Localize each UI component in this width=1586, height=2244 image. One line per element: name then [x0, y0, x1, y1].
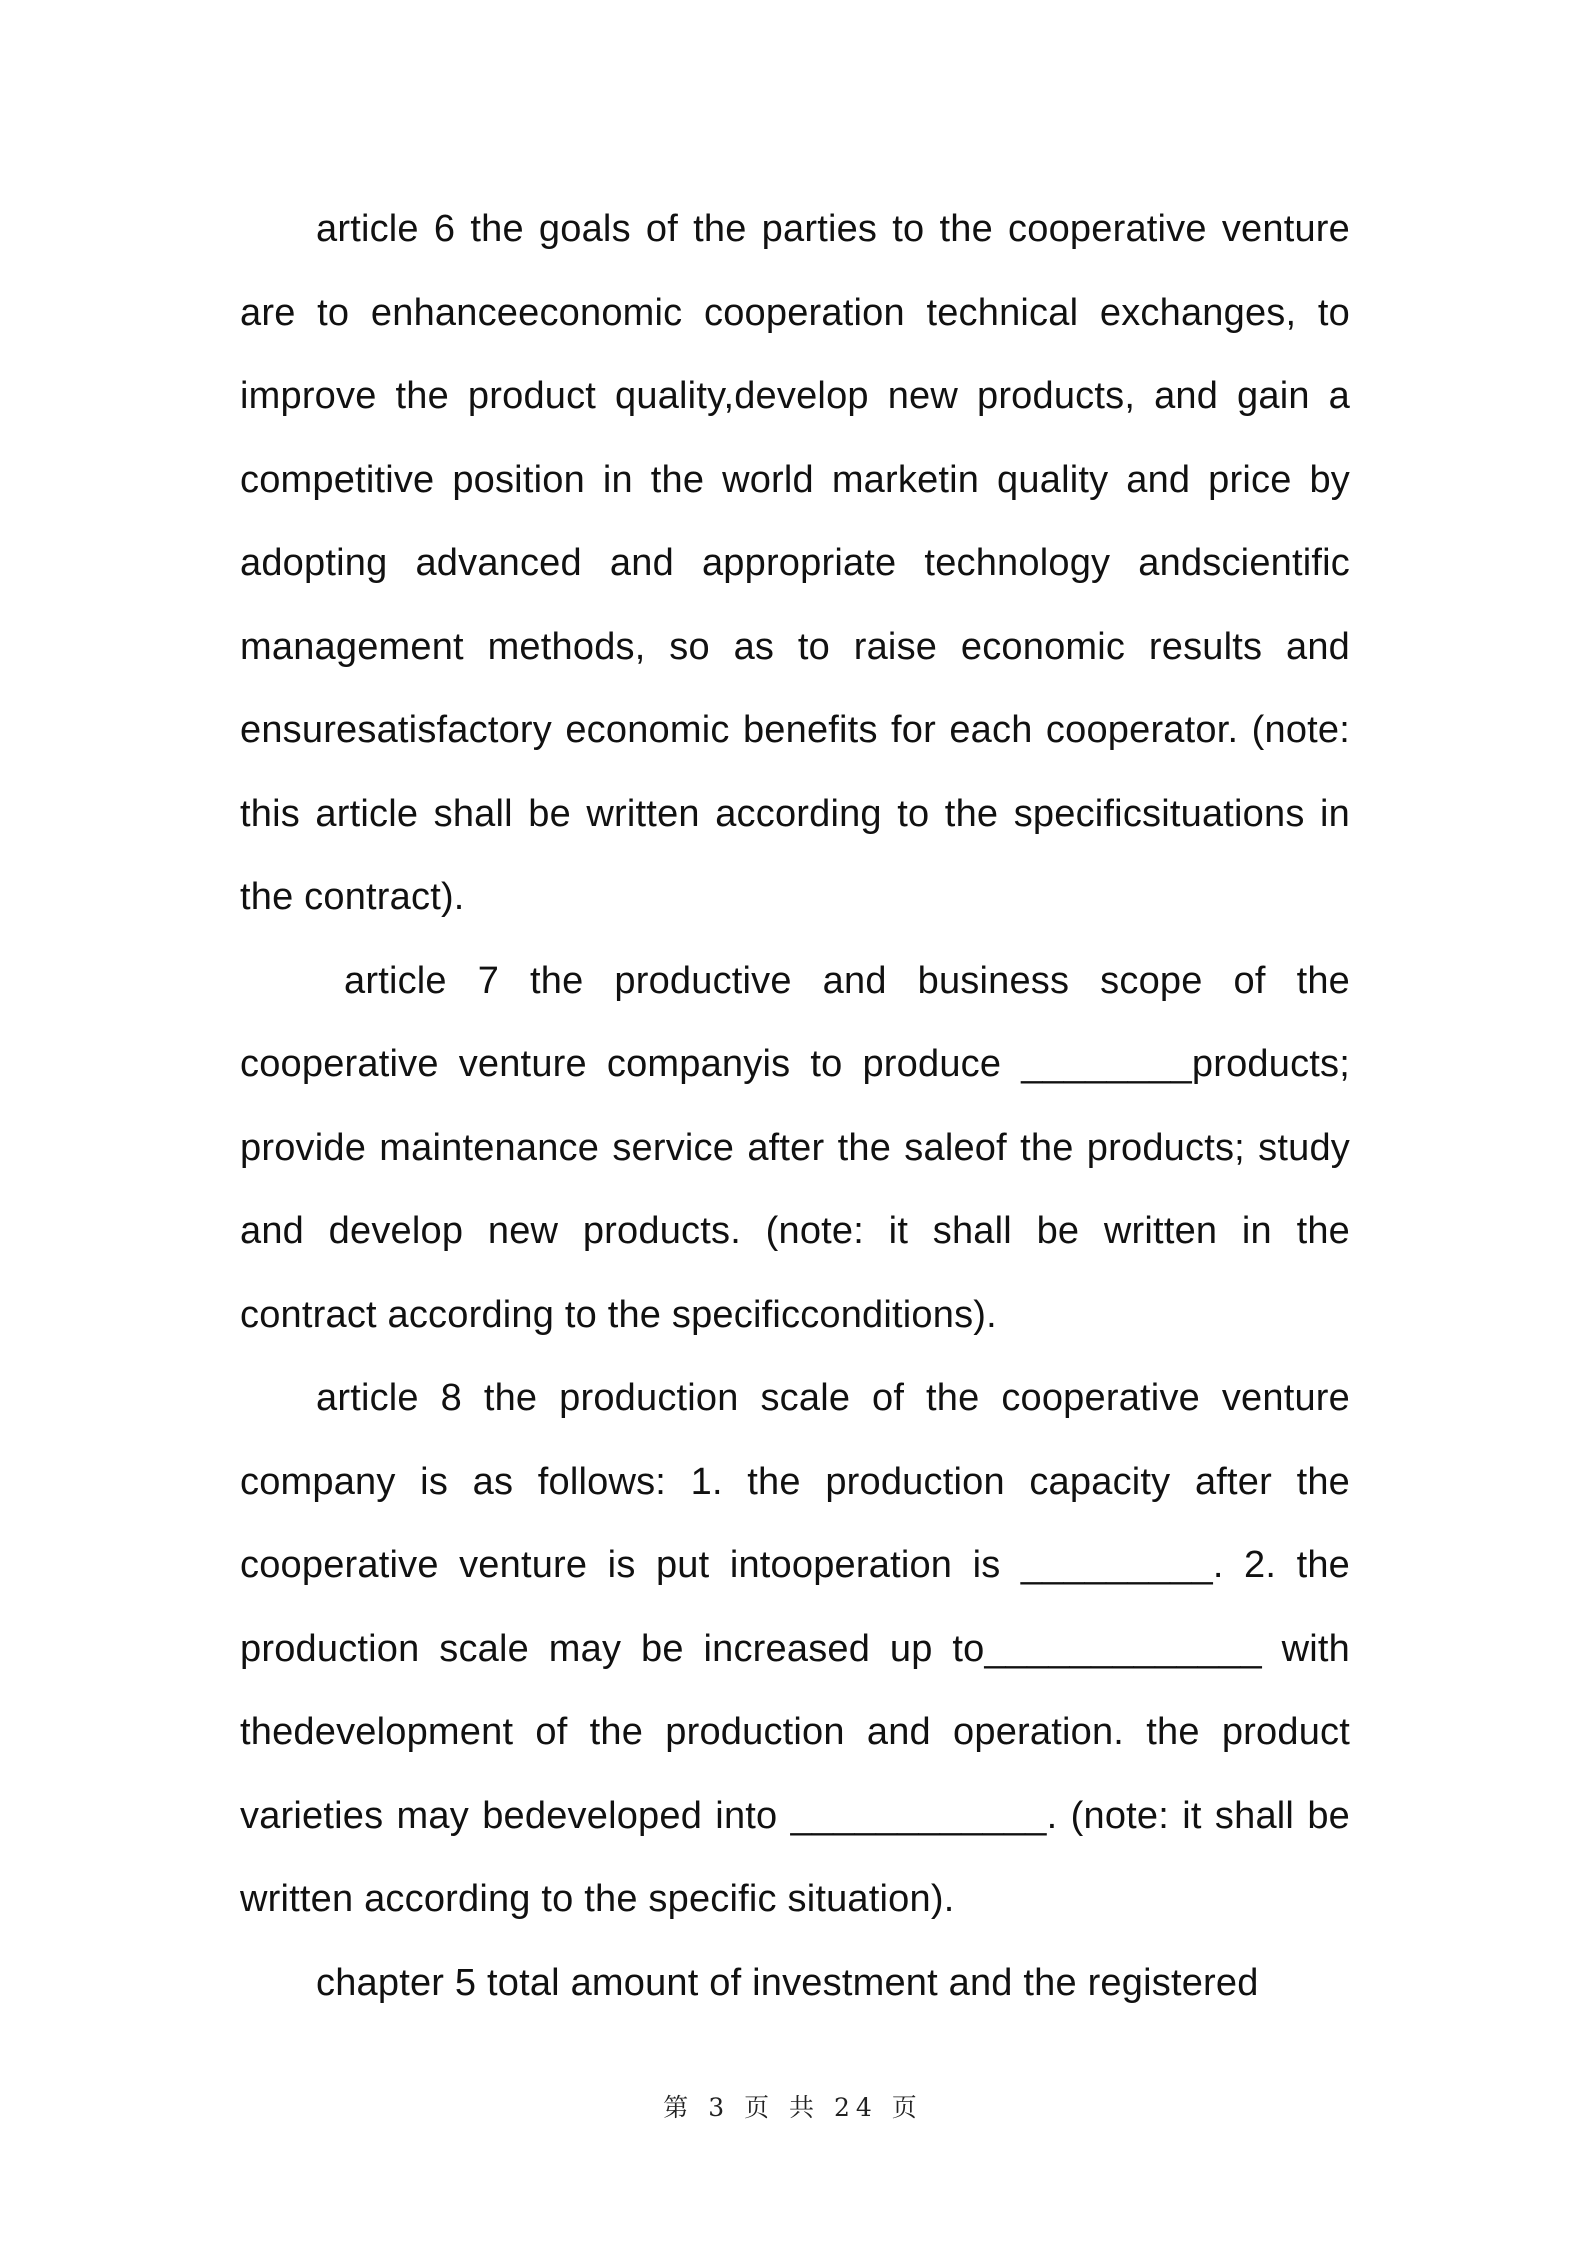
- footer-prefix: 第: [663, 2093, 695, 2122]
- page-footer: [0, 2088, 1586, 2124]
- footer-total-pages: 24: [833, 2093, 878, 2122]
- chapter-5-heading-line: chapter 5 total amount of investment and the registered: [316, 1961, 1259, 2004]
- document-body: [240, 188, 1350, 2025]
- article-7-paragraph: article 7 the productive and business scope of the cooperative venture companyis to produce ________products; provide maintenance service after the saleof the products; study and develop new products. (note: it shall be written in the contract according to the specificconditions).: [240, 959, 1350, 1336]
- footer-page-number: 3: [708, 2093, 731, 2122]
- article-6-paragraph: article 6 the goals of the parties to the cooperative venture are to enhanceeconomic cooperation technical exchanges, to improve the product quality,develop new products, and gain a competitive position in the world marketin quality and price by adopting advanced and appropriate technology andscientific management methods, so as to raise economic results and ensuresatisfactory economic benefits for each cooperator. (note: this article shall be written according to the specificsituations in the contract).: [240, 208, 1350, 918]
- footer-middle: 页 共: [744, 2093, 821, 2122]
- article-8-paragraph: article 8 the production scale of the cooperative venture company is as follows: 1. the production capacity after the cooperative venture is put intooperation is _________. 2. the production scale may be increased up to_____________ with thedevelopment of the production and operation. the product varieties may bedeveloped into ____________. (note: it shall be written according to the specific situation).: [240, 1377, 1350, 1920]
- footer-suffix: 页: [891, 2093, 923, 2122]
